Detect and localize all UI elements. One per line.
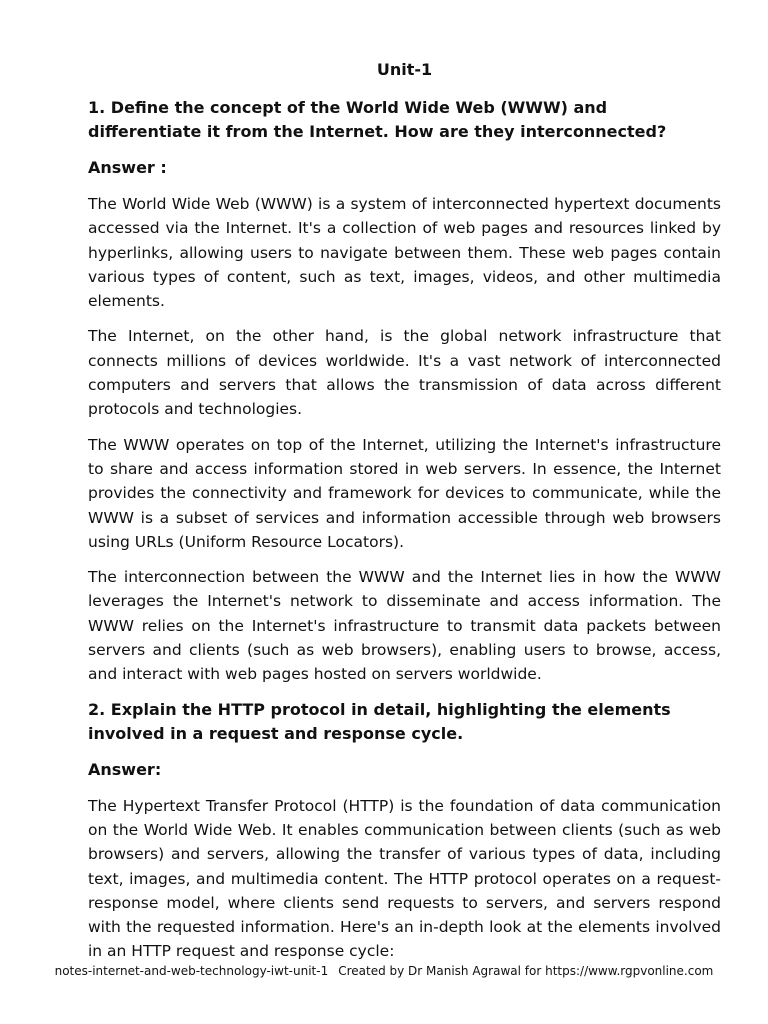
footer-doc-name: notes-internet-and-web-technology-iwt-unit-1 xyxy=(54,964,329,978)
page-footer xyxy=(0,962,768,980)
answer-1-paragraph-1: The World Wide Web (WWW) is a system of interconnected hypertext documents accessed via the Internet. It's a collection of web pages and resources linked by hyperlinks, allowing users to navigate between them. These web pages contain various types of content, such as text, images, videos, and other multimedia elements. xyxy=(88,195,721,311)
answer-1-paragraph-3: The WWW operates on top of the Internet, utilizing the Internet's infrastructure to share and access information stored in web servers. In essence, the Internet provides the connectivity and framework for devices to communicate, while the WWW is a subset of services and information accessible through web browsers using URLs (Uniform Resource Locators). xyxy=(88,435,721,551)
footer-credit: Created by Dr Manish Agrawal for https://www.rgpvonline.com xyxy=(338,964,714,978)
answer-1-paragraph-4: The interconnection between the WWW and the Internet lies in how the WWW leverages the Internet's network to disseminate and access information. The WWW relies on the Internet's infrastructure to transmit data packets between servers and clients (such as web browsers), enabling users to browse, access, and interact with web pages hosted on servers worldwide. xyxy=(88,568,721,684)
unit-title: Unit-1 xyxy=(376,60,433,79)
answer-1-paragraph-2: The Internet, on the other hand, is the global network infrastructure that connects millions of devices worldwide. It's a vast network of interconnected computers and servers that allows the transmission of data across different protocols and technologies. xyxy=(88,327,721,419)
question-2: 2. Explain the HTTP protocol in detail, highlighting the elements involved in a request and response cycle. xyxy=(88,699,671,743)
answer-2-label: Answer: xyxy=(88,759,162,779)
answer-2-paragraph-1: The Hypertext Transfer Protocol (HTTP) is the foundation of data communication on the World Wide Web. It enables communication between clients (such as web browsers) and servers, allowing the transfer of various types of data, including text, images, and multimedia content. The HTTP protocol operates on a request-response model, where clients send requests to servers, and servers respond with the requested information. Here's an in-depth look at the elements involved in an HTTP request and response cycle: xyxy=(88,796,721,961)
question-1: 1. Define the concept of the World Wide Web (WWW) and differentiate it from the Internet. How are they interconnected? xyxy=(88,98,667,141)
document-page xyxy=(88,58,721,975)
answer-1-label: Answer : xyxy=(88,158,167,177)
